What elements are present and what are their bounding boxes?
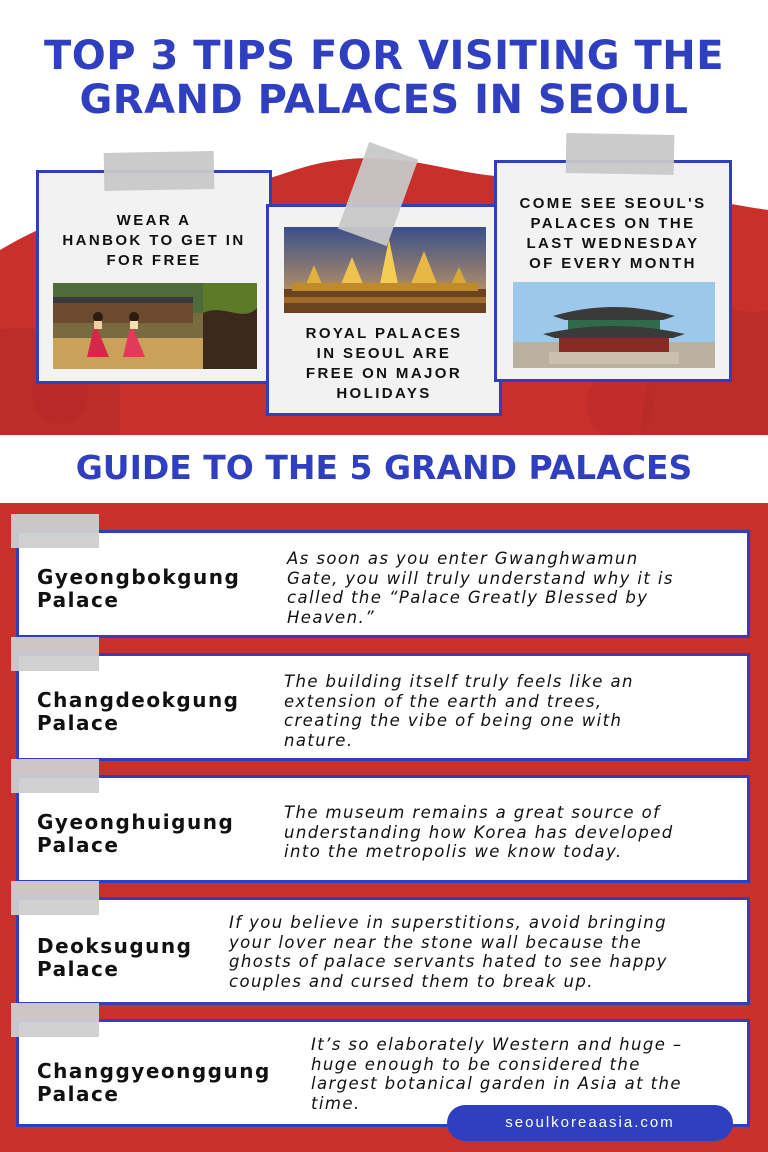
website-url-link[interactable]: seoulkoreaasia.com — [447, 1105, 733, 1141]
tip-text: WEAR A HANBOK TO GET IN FOR FREE — [62, 212, 246, 269]
palace-card-gyeonghuigung — [16, 775, 750, 883]
tip-text: ROYAL PALACES IN SEOUL ARE FREE ON MAJOR HOLIDAYS — [305, 325, 463, 402]
palace-card-gyeongbokgung — [16, 530, 750, 638]
tip-text: COME SEE SEOUL'S PALACES ON THE LAST WEDNESDAY OF EVERY MONTH — [519, 195, 707, 272]
palace-gate-photo — [513, 282, 715, 368]
palace-description: The building itself truly feels like an extension of the earth and trees, creating the vibe of being one with nature. — [284, 672, 634, 750]
palace-card-changdeokgung — [16, 653, 750, 761]
main-title-line-2: GRAND PALACES IN SEOUL — [79, 77, 689, 123]
tip-card-hanbok — [36, 170, 272, 384]
tape-strip — [104, 151, 215, 191]
tape-strip — [11, 514, 99, 548]
guide-title: GUIDE TO THE 5 GRAND PALACES — [75, 448, 693, 487]
palace-description: As soon as you enter Gwanghwamun Gate, you will truly understand why it is called the “Palace Greatly Blessed by Heaven.” — [287, 549, 674, 627]
palace-name: Changdeokgung Palace — [37, 688, 240, 735]
tape-strip — [11, 1003, 99, 1037]
palace-description: It’s so elaborately Western and huge – huge enough to be considered the largest botanical garden in Asia at the time. — [311, 1035, 683, 1113]
tape-strip — [11, 759, 99, 793]
tips-section — [0, 0, 768, 435]
main-title-line-1: TOP 3 TIPS FOR VISITING THE — [43, 33, 725, 79]
palace-description: The museum remains a great source of understanding how Korea has developed into the metropolis we know today. — [284, 803, 674, 861]
main-title — [0, 34, 768, 122]
tape-strip — [11, 881, 99, 915]
tip-card-wednesday — [494, 160, 732, 382]
palace-name: Deoksugung Palace — [37, 934, 193, 981]
palace-name: Changgyeonggung Palace — [37, 1059, 271, 1106]
tape-strip — [11, 637, 99, 671]
hanbok-women-photo — [53, 283, 257, 369]
palace-card-deoksugung — [16, 897, 750, 1005]
tape-strip — [566, 133, 675, 175]
palace-name: Gyeongbokgung Palace — [37, 565, 241, 612]
palace-name: Gyeonghuigung Palace — [37, 810, 235, 857]
palace-description: If you believe in superstitions, avoid bringing your lover near the stone wall because the ghosts of palace servants hated to see happy couples and cursed them to break up. — [229, 913, 668, 991]
